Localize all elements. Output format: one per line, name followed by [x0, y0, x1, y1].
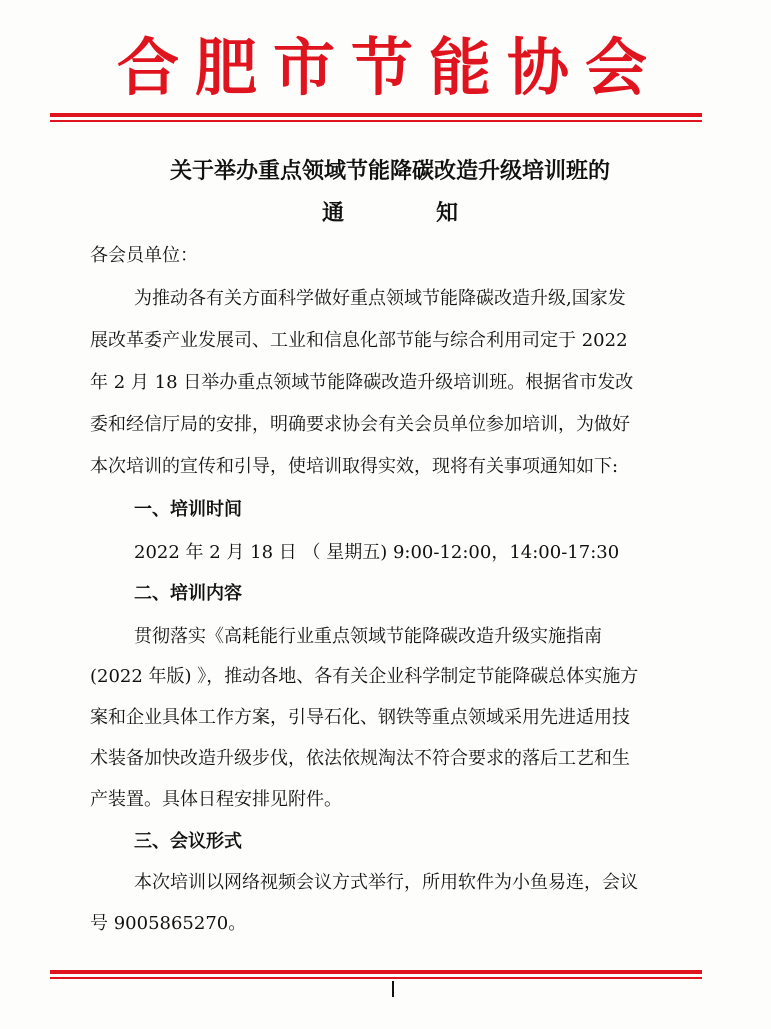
section2-body-line: (2022 年版) 》，推动各地、各有关企业科学制定节能降碳总体实施方	[90, 666, 639, 687]
section2-body-line: 产装置。具体日程安排见附件。	[90, 789, 342, 810]
page-number-mark	[392, 981, 394, 997]
section1-heading: 一、培训时间	[134, 499, 242, 520]
salutation: 各会员单位：	[90, 245, 198, 266]
section2-body-line: 术装备加快改造升级步伐，依法依规淘汰不符合要求的落后工艺和生	[90, 748, 630, 769]
section3-heading: 三、会议形式	[134, 831, 242, 852]
title-char-zhi: 知	[436, 200, 459, 226]
letterhead-title: 合肥市节能协会	[116, 31, 663, 104]
footer-rule-thin	[50, 977, 702, 979]
letterhead-rule-thick	[50, 113, 702, 117]
title-char-tong: 通	[321, 200, 344, 226]
paragraph1-line: 本次培训的宣传和引导，使培训取得实效，现将有关事项通知如下:	[90, 456, 619, 477]
section2-body-line: 贯彻落实《高耗能行业重点领域节能降碳改造升级实施指南	[134, 626, 602, 647]
paragraph1-line: 为推动各有关方面科学做好重点领域节能降碳改造升级,国家发	[134, 288, 626, 309]
footer-rule-thick	[50, 970, 702, 974]
letterhead-rule-thin	[50, 120, 702, 122]
section1-body: 2022 年 2 月 18 日 （ 星期五) 9:00-12:00，14:00-17:30	[134, 542, 620, 563]
paragraph1-line: 委和经信厅局的安排，明确要求协会有关会员单位参加培训，为做好	[90, 414, 630, 435]
section2-body-line: 案和企业具体工作方案，引导石化、钢铁等重点领域采用先进适用技	[90, 707, 630, 728]
paragraph1-line: 年 2 月 18 日举办重点领域节能降碳改造升级培训班。根据省市发改	[90, 372, 634, 393]
document-title-line2	[70, 198, 710, 228]
paragraph1-line: 展改革委产业发展司、工业和信息化部节能与综合利用司定于 2022	[90, 330, 628, 351]
section3-body-line: 本次培训以网络视频会议方式举行，所用软件为小鱼易连，会议	[134, 872, 638, 893]
document-title-line1: 关于举办重点领域节能降碳改造升级培训班的	[169, 158, 610, 184]
section3-body-line: 号 9005865270。	[90, 913, 247, 934]
section2-heading: 二、培训内容	[134, 583, 242, 604]
